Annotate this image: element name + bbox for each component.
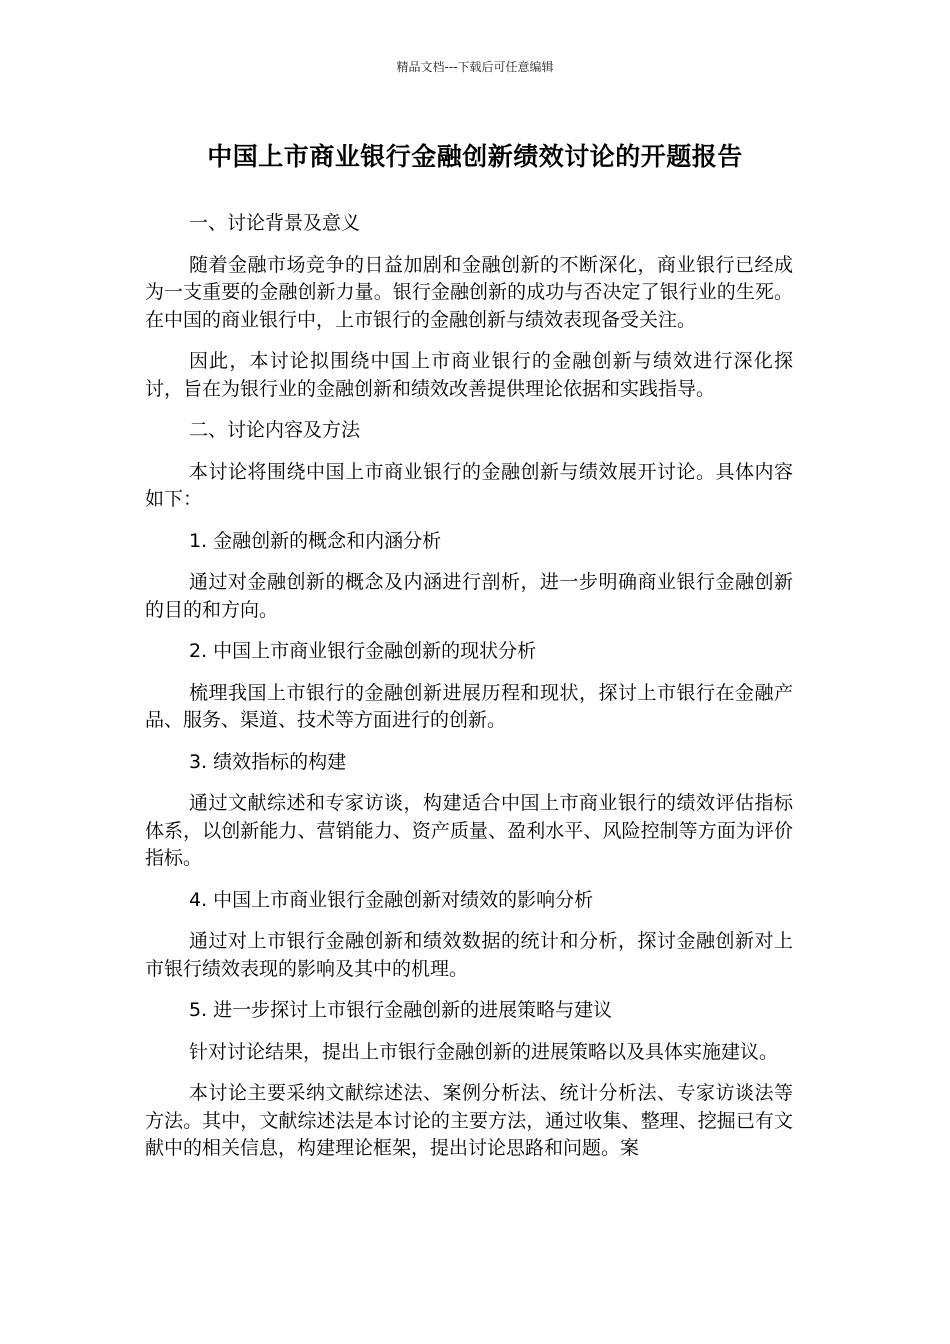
item-heading-5: 5. 进一步探讨上市银行金融创新的进展策略与建议 xyxy=(189,999,613,1021)
paragraph-content-intro: 本讨论将围绕中国上市商业银行的金融创新与绩效展开讨论。具体内容如下： xyxy=(145,460,793,510)
header-note: 精品文档---下载后可任意编辑 xyxy=(396,60,554,74)
document-title: 中国上市商业银行金融创新绩效讨论的开题报告 xyxy=(207,142,743,171)
section-heading-content: 二、讨论内容及方法 xyxy=(189,419,361,441)
paragraph-background-1: 随着金融市场竞争的日益加剧和金融创新的不断深化，商业银行已经成为一支重要的金融创新力量。银行金融创新的成功与否决定了银行业的生死。在中国的商业银行中，上市银行的金融创新与绩效表现备受关注。 xyxy=(145,253,793,331)
item-text-2: 梳理我国上市银行的金融创新进展历程和现状，探讨上市银行在金融产品、服务、渠道、技术等方面进行的创新。 xyxy=(145,681,793,731)
item-text-1: 通过对金融创新的概念及内涵进行剖析，进一步明确商业银行金融创新的目的和方向。 xyxy=(145,571,793,621)
item-text-4: 通过对上市银行金融创新和绩效数据的统计和分析，探讨金融创新对上市银行绩效表现的影响及其中的机理。 xyxy=(145,930,793,980)
item-heading-3: 3. 绩效指标的构建 xyxy=(189,750,347,773)
item-heading-4: 4. 中国上市商业银行金融创新对绩效的影响分析 xyxy=(189,888,594,911)
document-body xyxy=(145,210,793,1177)
item-heading-2: 2. 中国上市商业银行金融创新的现状分析 xyxy=(189,640,537,662)
item-text-5: 针对讨论结果，提出上市银行金融创新的进展策略以及具体实施建议。 xyxy=(189,1040,779,1063)
paragraph-background-2: 因此，本讨论拟围绕中国上市商业银行的金融创新与绩效进行深化探讨，旨在为银行业的金融创新和绩效改善提供理论依据和实践指导。 xyxy=(145,350,793,400)
section-heading-background: 一、讨论背景及意义 xyxy=(189,212,361,234)
item-heading-1: 1. 金融创新的概念和内涵分析 xyxy=(189,529,442,552)
item-text-3: 通过文献综述和专家访谈，构建适合中国上市商业银行的绩效评估指标体系，以创新能力、营销能力、资产质量、盈利水平、风险控制等方面为评价指标。 xyxy=(145,792,793,869)
paragraph-methods: 本讨论主要采纳文献综述法、案例分析法、统计分析法、专家访谈法等方法。其中，文献综述法是本讨论的主要方法，通过收集、整理、挖掘已有文献中的相关信息，构建理论框架，提出讨论思路和问题。案 xyxy=(145,1082,793,1159)
